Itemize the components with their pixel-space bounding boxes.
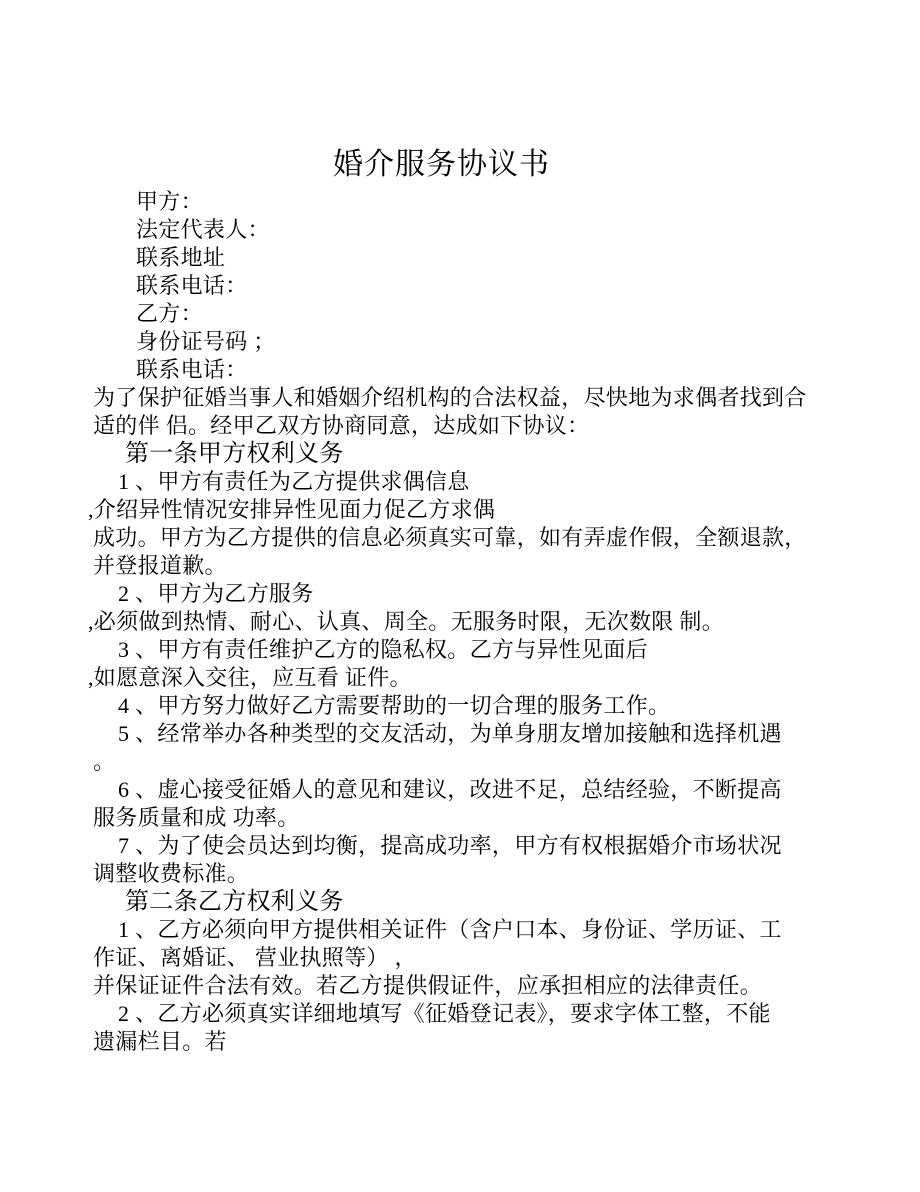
document-line: ,必须做到热情、耐心、认真、周全。无服务时限，无次数限 制。 [88, 609, 725, 634]
document-line: 1 、甲方有责任为乙方提供求偶信息 [118, 469, 470, 494]
document-line: 调整收费标准。 [93, 861, 250, 886]
document-line: 5 、经常举办各种类型的交友活动，为单身朋友增加接触和选择机遇 [118, 721, 782, 746]
document-line: 6 、虚心接受征婚人的意见和建议，改进不足，总结经验，不断提高 [118, 777, 782, 802]
document-line: 成功。甲方为乙方提供的信息必须真实可靠，如有弄虚作假，全额退款， [93, 525, 807, 550]
section-heading: 第二条乙方权利义务 [125, 889, 344, 915]
document-line: 2 、乙方必须真实详细地填写《征婚登记表》，要求字体工整，不能 [118, 1001, 771, 1026]
section-heading: 第一条甲方权利义务 [125, 441, 344, 467]
document-line: 7 、为了使会员达到均衡，提高成功率，甲方有权根据婚介市场状况 [118, 833, 782, 858]
document-line: 遗漏栏目。若 [93, 1029, 227, 1054]
document-line: 联系电话： [136, 273, 248, 298]
document-line: 并保证证件合法有效。若乙方提供假证件，应承担相应的法律责任。 [93, 973, 763, 998]
document-line: ,如愿意深入交往，应互看 证件。 [88, 665, 412, 690]
document-line: 服务质量和成 功率。 [93, 805, 300, 830]
document-line: 适的伴 侣。经甲乙双方协商同意，达成如下协议： [93, 413, 590, 438]
document-line: 并登报道歉。 [93, 553, 227, 578]
document-line: 4 、甲方努力做好乙方需要帮助的一切合理的服务工作。 [118, 693, 671, 718]
document-lines [88, 188, 838, 1056]
document-line: 联系电话： [136, 357, 248, 382]
document-line: 法定代表人： [136, 217, 270, 242]
document-line: ,介绍异性情况安排异性见面力促乙方求偶 [88, 497, 496, 522]
document-line: 1 、乙方必须向甲方提供相关证件（含户口本、身份证、学历证、工 [118, 917, 782, 942]
document-line: 为了保护征婚当事人和婚姻介绍机构的合法权益，尽快地为求偶者找到合 [93, 385, 807, 410]
document-line: 身份证号码 ； [136, 329, 276, 354]
document-line: 3 、甲方有责任维护乙方的隐私权。乙方与异性见面后 [118, 637, 649, 662]
document-line: 2 、甲方为乙方服务 [118, 581, 314, 606]
document-title: 婚介服务协议书 [333, 148, 550, 181]
document-line: 。 [93, 749, 116, 774]
document-line: 甲方： [136, 189, 203, 214]
document-line: 乙方： [136, 301, 203, 326]
document-line: 作证、离婚证、 营业执照等） ， [93, 945, 417, 970]
document-line: 联系地址 [136, 245, 226, 270]
